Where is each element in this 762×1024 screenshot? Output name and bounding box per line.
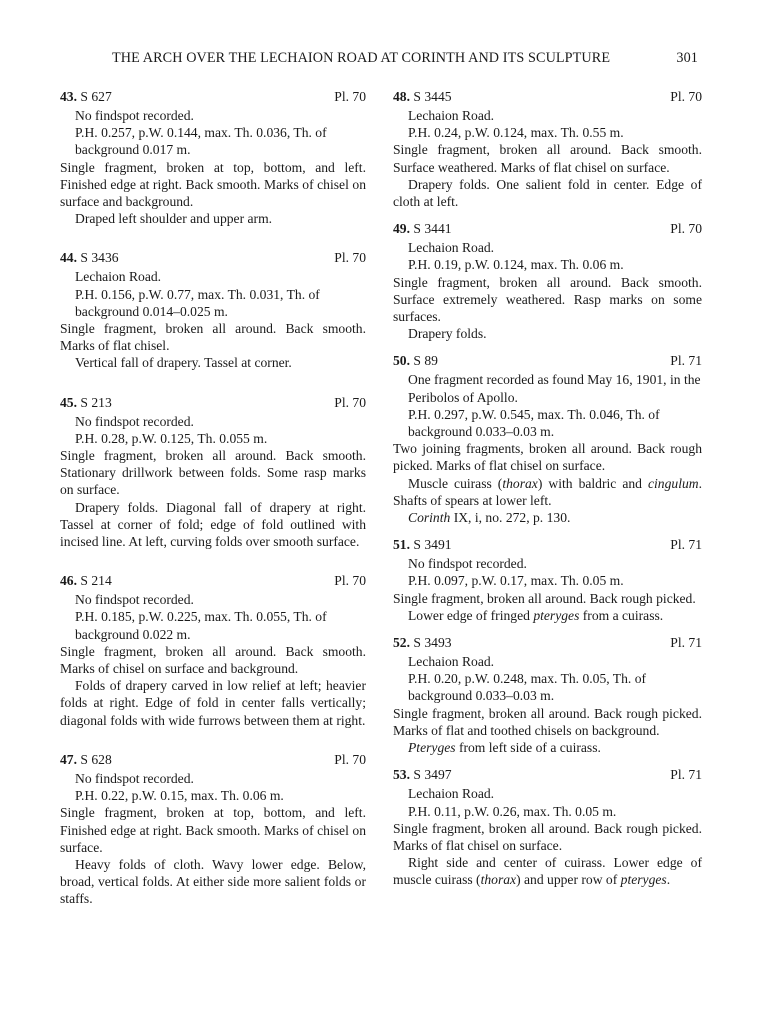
findspot: No findspot recorded. [408,556,527,572]
entry-number: 50. [393,353,410,369]
plate-ref: Pl. 70 [334,573,366,589]
plate-ref: Pl. 70 [670,89,702,104]
catalog-entry-53 [393,766,702,888]
condition: Single fragment, broken all around. Back smooth. Marks of chisel on surface and background. [60,643,366,677]
condition: Single fragment, broken all around. Back smooth. Marks of flat chisel. [60,321,366,354]
plate-ref: Pl. 71 [670,767,702,783]
catalog-id: S 3445 [413,89,452,104]
entry-number: 49. [393,221,410,237]
dimensions: P.H. 0.28, p.W. 0.125, Th. 0.055 m. [75,430,268,446]
catalog-entry-48 [393,88,702,210]
description: Muscle cuirass (thorax) with baldric and cingulum. Shafts of spears at lower left. [393,475,702,508]
catalog-entry-49 [393,220,702,342]
catalog-entry-45 [60,394,366,551]
catalog-entry-47 [60,751,366,908]
plate-ref: Pl. 70 [334,751,366,767]
dimensions: P.H. 0.185, p.W. 0.225, max. Th. 0.055, Th. of background 0.022 m. [75,609,327,642]
condition: Single fragment, broken all around. Back rough picked. Marks of flat chisel on surface. [393,820,702,853]
findspot: No findspot recorded. [75,413,194,429]
findspot: Lechaion Road. [408,108,495,123]
header-title: THE ARCH OVER THE LECHAION ROAD AT CORINTH AND ITS SCULPTURE [112,50,611,66]
plate-ref: Pl. 71 [670,537,702,553]
bibliography-reference: Corinth IX, i, no. 272, p. 130. [408,510,571,526]
catalog-id: S 3436 [80,250,119,266]
description: Vertical fall of drapery. Tassel at corner. [75,355,292,371]
condition: Single fragment, broken all around. Back rough picked. [393,590,696,606]
dimensions: P.H. 0.257, p.W. 0.144, max. Th. 0.036, Th. of background 0.017 m. [75,125,327,158]
page-number: 301 [676,50,698,66]
entry-number: 48. [393,89,410,104]
description: Lower edge of fringed pteryges from a cuirass. [408,607,664,623]
findspot: No findspot recorded. [75,108,194,123]
plate-ref: Pl. 70 [334,89,366,104]
dimensions: P.H. 0.097, p.W. 0.17, max. Th. 0.05 m. [408,573,624,589]
entry-number: 45. [60,394,77,410]
condition: Single fragment, broken all around. Back smooth. Stationary drillwork between folds. Some rasp marks on surface. [60,448,366,498]
description: Pteryges from left side of a cuirass. [408,740,601,756]
entry-number: 46. [60,573,77,589]
plate-ref: Pl. 70 [334,250,366,266]
condition: Single fragment, broken all around. Back rough picked. Marks of flat and toothed chisels on background. [393,705,702,738]
description: Heavy folds of cloth. Wavy lower edge. Below, broad, vertical folds. At either side more salient folds or staffs. [60,856,366,907]
findspot: No findspot recorded. [75,770,194,786]
dimensions: P.H. 0.19, p.W. 0.124, max. Th. 0.06 m. [408,257,624,273]
entry-number: 53. [393,767,410,783]
catalog-entry-52 [393,634,702,756]
entry-number: 44. [60,250,77,266]
catalog-id: S 3441 [413,221,452,237]
catalog-id: S 214 [80,573,112,589]
catalog-entry-50 [393,352,702,526]
catalog-entry-44 [60,249,366,371]
description: Drapery folds. Diagonal fall of drapery at right. Tassel at corner of fold; edge of fold outlined with incised line. At left, curving folds over smooth surface. [60,499,366,550]
left-column [60,88,366,908]
plate-ref: Pl. 71 [670,635,702,651]
running-header [112,50,698,70]
plate-ref: Pl. 70 [334,394,366,410]
plate-ref: Pl. 71 [670,353,702,369]
description: Draped left shoulder and upper arm. [75,211,273,227]
catalog-id: S 213 [80,394,112,410]
catalog-entry-46 [60,572,366,729]
findspot: Lechaion Road. [408,786,495,802]
entry-number: 47. [60,751,77,767]
description: Drapery folds. One salient fold in center. Edge of cloth at left. [393,176,702,210]
entry-number: 51. [393,537,410,553]
findspot: Lechaion Road. [408,240,495,256]
condition: Single fragment, broken all around. Back smooth. Surface extremely weathered. Rasp marks on some surfaces. [393,274,702,325]
findspot: Lechaion Road. [75,269,162,285]
findspot: No findspot recorded. [75,592,194,608]
dimensions: P.H. 0.297, p.W. 0.545, max. Th. 0.046, Th. of background 0.033–0.03 m. [408,406,660,440]
dimensions: P.H. 0.11, p.W. 0.26, max. Th. 0.05 m. [408,803,617,819]
catalog-id: S 3491 [413,537,452,553]
dimensions: P.H. 0.20, p.W. 0.248, max. Th. 0.05, Th. of background 0.033–0.03 m. [408,671,647,704]
dimensions: P.H. 0.24, p.W. 0.124, max. Th. 0.55 m. [408,125,624,141]
condition: Two joining fragments, broken all around. Back rough picked. Marks of flat chisel on surface. [393,441,702,474]
description: Drapery folds. [408,326,487,342]
catalog-id: S 627 [80,89,112,104]
entry-number: 52. [393,635,410,651]
catalog-id: S 3493 [413,635,452,651]
condition: Single fragment, broken at top, bottom, and left. Finished edge at right. Back smooth. Marks of chisel on surface. [60,805,366,855]
catalog-entry-43 [60,88,366,227]
condition: Single fragment, broken all around. Back smooth. Surface weathered. Marks of flat chisel on surface. [393,142,702,175]
catalog-id: S 89 [413,353,438,369]
dimensions: P.H. 0.156, p.W. 0.77, max. Th. 0.031, Th. of background 0.014–0.025 m. [75,286,320,319]
description: Folds of drapery carved in low relief at left; heavier folds at right. Edge of fold in center falls vertically; diagonal folds with wide furrows between them at right. [60,678,366,728]
catalog-entry-51 [393,536,702,624]
findspot: One fragment recorded as found May 16, 1901, in the Peribolos of Apollo. [408,372,701,405]
findspot: Lechaion Road. [408,654,495,670]
right-column [393,88,702,889]
entry-number: 43. [60,89,77,104]
dimensions: P.H. 0.22, p.W. 0.15, max. Th. 0.06 m. [75,788,284,804]
plate-ref: Pl. 70 [670,221,702,237]
catalog-id: S 628 [80,751,112,767]
condition: Single fragment, broken at top, bottom, and left. Finished edge at right. Back smooth. Marks of chisel on surface and background. [60,159,366,210]
catalog-id: S 3497 [413,767,452,783]
description: Right side and center of cuirass. Lower edge of muscle cuirass (thorax) and upper row of pteryges. [393,855,702,888]
